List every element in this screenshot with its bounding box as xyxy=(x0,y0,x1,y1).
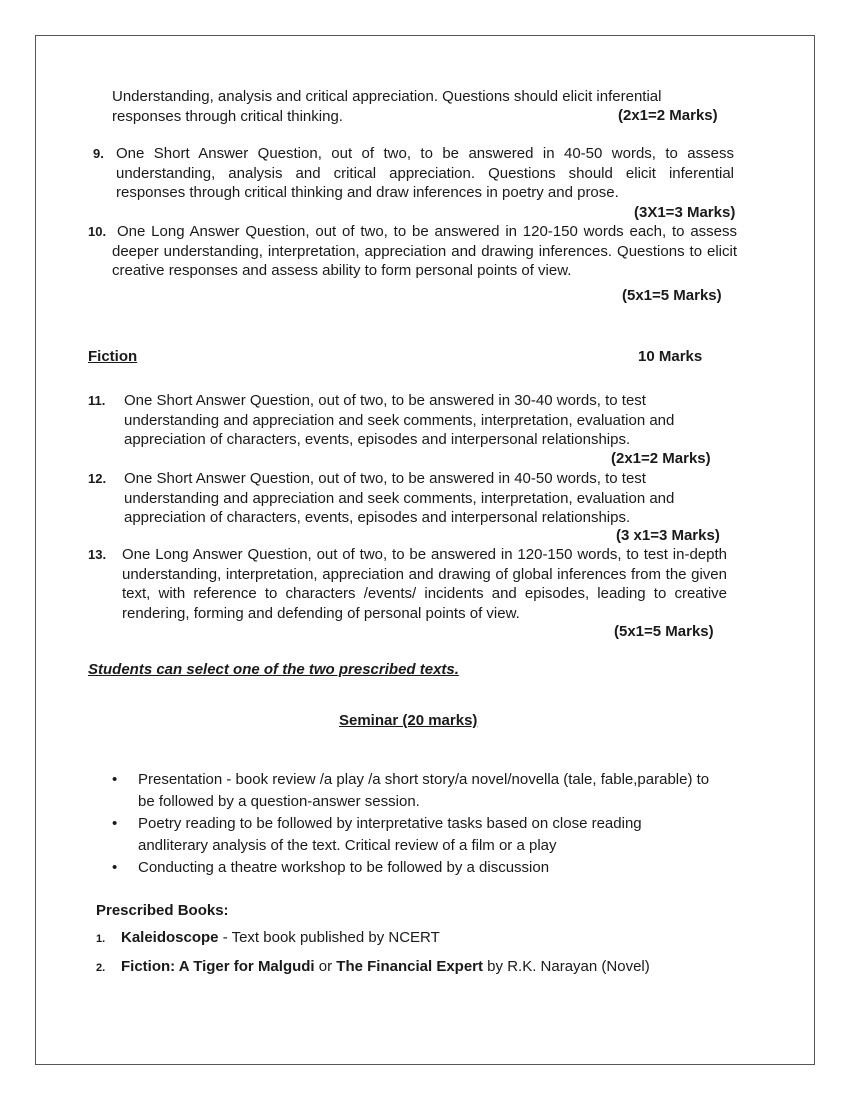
book-number: 2. xyxy=(96,962,106,974)
q9-text: One Short Answer Question, out of two, to be answered in 40-50 words, to assess understanding, analysis and critical appreciation. Questions should elicit inferential responses through critical thinking and draw inferences in poetry and prose. xyxy=(116,145,734,201)
book-title: Kaleidoscope xyxy=(121,929,219,946)
seminar-item: • Presentation - book review /a play /a short story/a novel/novella (tale, fable,parable) to be followed by a question-answer session. xyxy=(112,769,712,813)
seminar-list xyxy=(112,769,712,879)
q8-text: Understanding, analysis and critical appreciation. Questions should elicit inferential responses through critical thinking. xyxy=(112,88,662,125)
q13-number: 13. xyxy=(88,547,107,562)
seminar-heading: Seminar (20 marks) xyxy=(339,712,478,729)
book-description: - Text book published by NCERT xyxy=(218,929,440,946)
q11-text: One Short Answer Question, out of two, to be answered in 30-40 words, to test understanding and appreciation and seek comments, interpretation, evaluation and appreciation of characters, events, episodes and interpersonal relationships. xyxy=(124,392,675,448)
q10-marks: (5x1=5 Marks) xyxy=(622,287,722,304)
fiction-heading: Fiction xyxy=(88,348,138,365)
book-description: by R.K. Narayan (Novel) xyxy=(483,958,650,975)
book-item-1 xyxy=(96,929,440,946)
book-title-alt: The Financial Expert xyxy=(336,958,484,975)
q11-number: 11. xyxy=(88,393,106,408)
book-number: 1. xyxy=(96,933,106,945)
q13-text: One Long Answer Question, out of two, to be answered in 120-150 words, to test in-depth understanding, interpretation, appreciation and drawing of global inferences from the given text, with reference to characters /events/ incidents and episodes, leading to creative rendering, forming and defending of personal points of view. xyxy=(122,546,727,622)
seminar-item: • Conducting a theatre workshop to be followed by a discussion xyxy=(112,857,712,879)
seminar-item: • Poetry reading to be followed by interpretative tasks based on close reading andliterary analysis of the text. Critical review of a film or a play xyxy=(112,813,712,857)
q12-text: One Short Answer Question, out of two, to be answered in 40-50 words, to test understanding and appreciation and seek comments, interpretation, evaluation and appreciation of characters, events, episodes and interpersonal relationships. xyxy=(124,470,675,526)
q9-number: 9. xyxy=(93,146,104,161)
q12-number: 12. xyxy=(88,471,107,486)
book-item-2 xyxy=(96,958,650,975)
prescribed-books-heading: Prescribed Books: xyxy=(96,902,229,919)
book-title: Fiction: A Tiger for Malgudi xyxy=(121,958,315,975)
q11-marks: (2x1=2 Marks) xyxy=(611,450,711,467)
q9-marks: (3X1=3 Marks) xyxy=(634,204,736,221)
q10-text: One Long Answer Question, out of two, to be answered in 120-150 words each, to assess deeper understanding, interpretation, appreciation and drawing inferences. Questions to elicit creative responses and assess ability to form personal points of view. xyxy=(112,223,737,279)
fiction-marks: 10 Marks xyxy=(638,348,703,365)
q13-marks: (5x1=5 Marks) xyxy=(614,623,714,640)
q12-marks: (3 x1=3 Marks) xyxy=(616,527,720,544)
prescribed-texts-note: Students can select one of the two prescribed texts. xyxy=(88,661,459,678)
q8-marks: (2x1=2 Marks) xyxy=(618,107,718,124)
q10-number: 10. xyxy=(88,224,107,239)
book-connector: or xyxy=(314,958,337,975)
